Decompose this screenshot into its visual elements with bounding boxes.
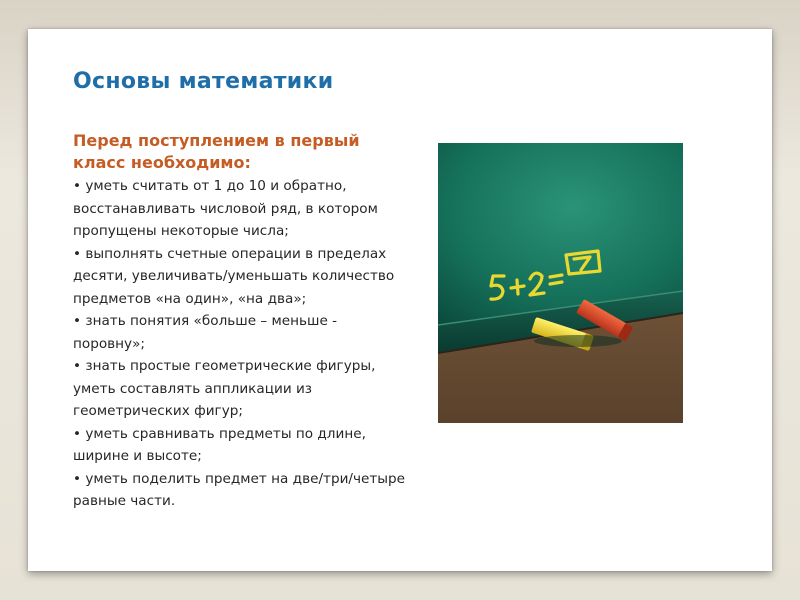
bullet-item: • уметь поделить предмет на две/три/четыре равные части. bbox=[73, 470, 406, 509]
chalkboard-illustration bbox=[438, 143, 683, 423]
slide-body bbox=[73, 130, 413, 513]
bullet-item: • знать понятия «больше – меньше - поровну»; bbox=[73, 313, 338, 352]
slide-subtitle: Перед поступлением в первый класс необходимо: bbox=[73, 131, 360, 172]
bullet-item: • знать простые геометрические фигуры, уметь составлять аппликации из геометрических фигур; bbox=[73, 358, 376, 419]
bullet-item: • уметь считать от 1 до 10 и обратно, восстанавливать числовой ряд, в котором пропущены некоторые числа; bbox=[73, 178, 378, 239]
bullet-item: • выполнять счетные операции в пределах десяти, увеличивать/уменьшать количество предметов «на один», «на два»; bbox=[73, 245, 395, 307]
slide-title: Основы математики bbox=[73, 69, 334, 94]
bullet-item: • уметь сравнивать предметы по длине, ширине и высоте; bbox=[73, 425, 366, 464]
chalk-shadow bbox=[534, 335, 622, 347]
slide bbox=[28, 29, 772, 571]
bullet-list bbox=[73, 175, 413, 513]
chalkboard-photo bbox=[438, 143, 683, 423]
